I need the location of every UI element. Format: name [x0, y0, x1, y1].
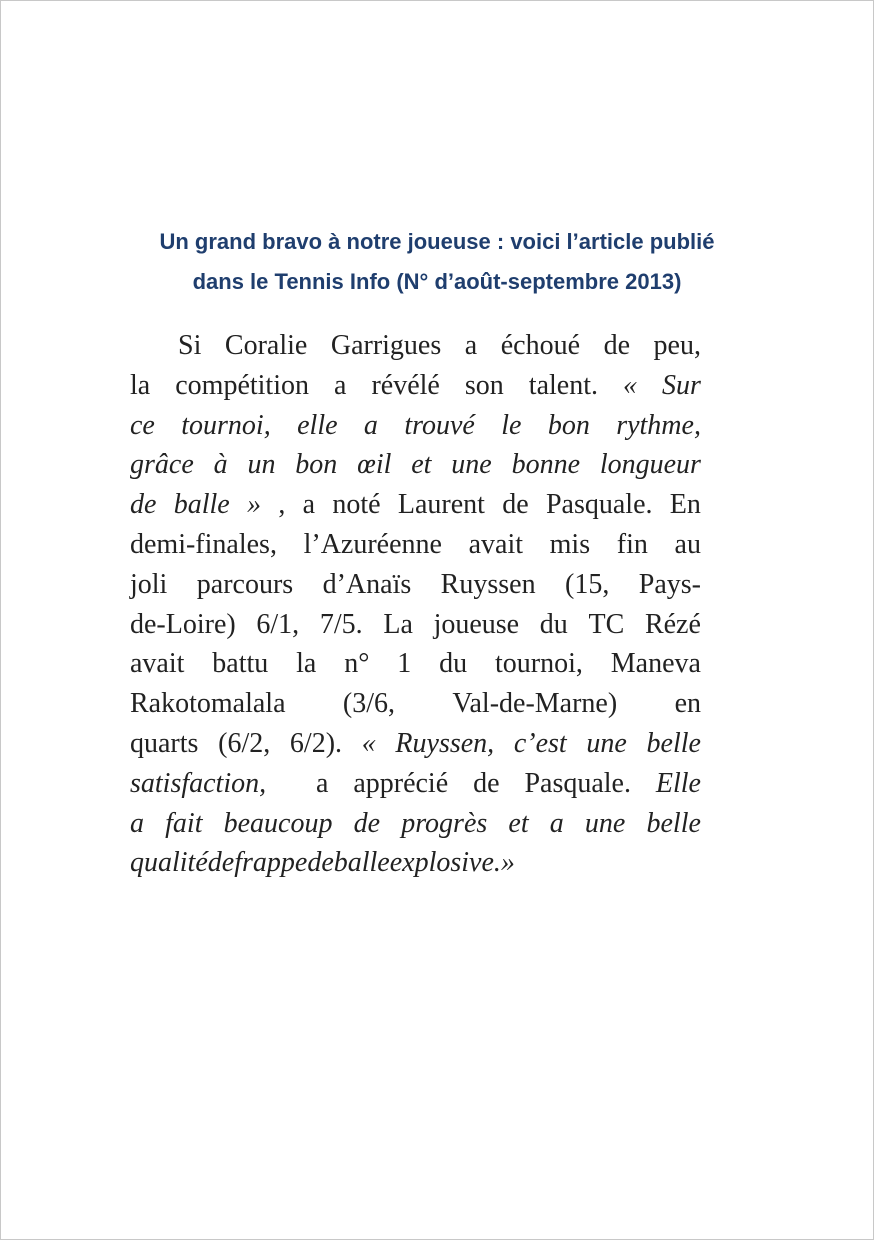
article-word: a [363, 409, 378, 441]
article-line [130, 366, 701, 406]
article-word: belle [646, 807, 701, 839]
article-word: bonne [511, 449, 580, 481]
article-word: 1 [397, 648, 412, 680]
article-word: tournoi, [181, 409, 271, 441]
article-clipping [130, 326, 701, 883]
article-word: Elle [655, 767, 701, 799]
article-word: Val-de-Marne) [452, 688, 618, 720]
article-line [130, 445, 701, 485]
article-word: , [278, 489, 286, 521]
article-word: c’est [513, 727, 567, 759]
article-word: de [473, 767, 500, 799]
article-word: Si [178, 330, 202, 361]
article-word: longueur [599, 449, 701, 481]
article-word: et [411, 449, 432, 481]
article-word: 6/2). [289, 727, 343, 759]
article-word: œil [357, 449, 392, 481]
article-word: progrès [401, 807, 488, 839]
article-word: a [302, 489, 316, 521]
article-word: Rakotomalala [130, 688, 286, 720]
article-word: Rézé [644, 608, 701, 640]
article-line [130, 605, 701, 645]
article-line [130, 764, 701, 804]
article-word: Pasquale. [545, 489, 653, 521]
article-word: échoué [500, 330, 581, 361]
article-word: joueuse [433, 608, 520, 640]
article-word: compétition [175, 369, 309, 401]
article-word: Ruyssen, [395, 727, 495, 759]
article-line [130, 724, 701, 764]
article-word: Garrigues [330, 330, 442, 361]
article-word: Pays- [638, 568, 701, 600]
article-word: l’Azuréenne [303, 528, 442, 560]
article-word: et [508, 807, 529, 839]
article-word: explosive. [389, 847, 501, 879]
article-line [130, 684, 701, 724]
article-word: Pasquale. [524, 767, 631, 799]
article-word: une [584, 807, 626, 839]
article-word: de [307, 847, 334, 879]
article-word: Laurent [397, 489, 485, 521]
article-word: ce [130, 409, 155, 441]
article-word: a [464, 330, 478, 361]
article-line [130, 804, 701, 844]
article-word: « [361, 727, 376, 759]
article-line [130, 406, 701, 446]
article-word: qualité [130, 847, 208, 879]
article-word: à [213, 449, 228, 481]
article-word: satisfaction, [130, 767, 267, 799]
article-word: TC [588, 608, 625, 640]
heading-line-1: Un grand bravo à notre joueuse : voici l’article publié [159, 229, 715, 254]
article-word: de [130, 489, 157, 521]
article-word: belle [646, 727, 701, 759]
article-word: mis [549, 528, 591, 560]
article-word: peu, [653, 330, 701, 361]
article-word: (15, [565, 568, 610, 600]
article-word: 7/5. [319, 608, 363, 640]
heading-line-2: dans le Tennis Info (N° d’août-septembre 2013) [192, 269, 682, 294]
article-word: La [383, 608, 413, 640]
article-word: fin [616, 528, 648, 560]
article-line [130, 525, 701, 565]
article-word: de [603, 330, 631, 361]
article-word: parcours [196, 568, 294, 600]
article-word: en [674, 688, 701, 720]
article-word: 6/1, [256, 608, 300, 640]
article-word: de [207, 847, 235, 879]
article-word: a [334, 369, 347, 401]
article-word: (6/2, [218, 727, 271, 759]
article-word: de-Loire) [130, 608, 236, 640]
article-word: beaucoup [223, 807, 333, 839]
article-word: un [247, 449, 276, 481]
article-word: grâce [130, 449, 194, 481]
article-word: demi-finales, [130, 528, 277, 560]
article-word: Ruyssen [440, 568, 536, 600]
article-word: au [674, 528, 701, 560]
article-word: du [539, 608, 568, 640]
article-word: » [247, 489, 262, 521]
article-word: Maneva [610, 648, 701, 680]
article-word: noté [332, 489, 381, 521]
article-word: a [130, 807, 144, 839]
article-word: « [623, 369, 638, 401]
article-word: trouvé [404, 409, 475, 441]
article-word: balle [173, 489, 230, 521]
article-word: révélé [371, 369, 440, 401]
article-word: de [353, 807, 381, 839]
article-word: la [130, 369, 151, 401]
article-word: talent. [528, 369, 598, 401]
article-word: elle [297, 409, 338, 441]
article-word: fait [165, 807, 203, 839]
article-word: » [500, 847, 515, 879]
article-word: avait [468, 528, 524, 560]
article-word: la [296, 648, 317, 680]
article-word: balle [333, 847, 390, 879]
article-word: joli [130, 568, 168, 600]
article-word: (3/6, [342, 688, 395, 720]
article-word: a [549, 807, 564, 839]
article-word: une [586, 727, 627, 759]
article-line [130, 485, 701, 525]
article-word: tournoi, [495, 648, 583, 680]
article-word: frappe [234, 847, 308, 879]
article-word: battu [212, 648, 269, 680]
article-line [130, 565, 701, 605]
article-word: de [502, 489, 529, 521]
article-word: bon [547, 409, 590, 441]
page-heading [60, 222, 814, 302]
article-word: le [501, 409, 522, 441]
article-line [130, 843, 701, 883]
article-word: rythme, [616, 409, 701, 441]
article-word: En [669, 489, 701, 521]
article-word: Sur [662, 369, 701, 401]
article-line [130, 644, 701, 684]
article-word: apprécié [353, 767, 449, 799]
article-word: quarts [130, 727, 199, 759]
article-word: bon [295, 449, 338, 481]
article-word: du [439, 648, 468, 680]
article-word: une [451, 449, 492, 481]
article-word: a [315, 767, 329, 799]
article-word: n° [344, 648, 370, 680]
article-word: son [464, 369, 504, 401]
article-word: d’Anaïs [322, 568, 412, 600]
article-line [130, 326, 701, 366]
article-word: Coralie [224, 330, 308, 361]
article-word: avait [130, 648, 185, 680]
